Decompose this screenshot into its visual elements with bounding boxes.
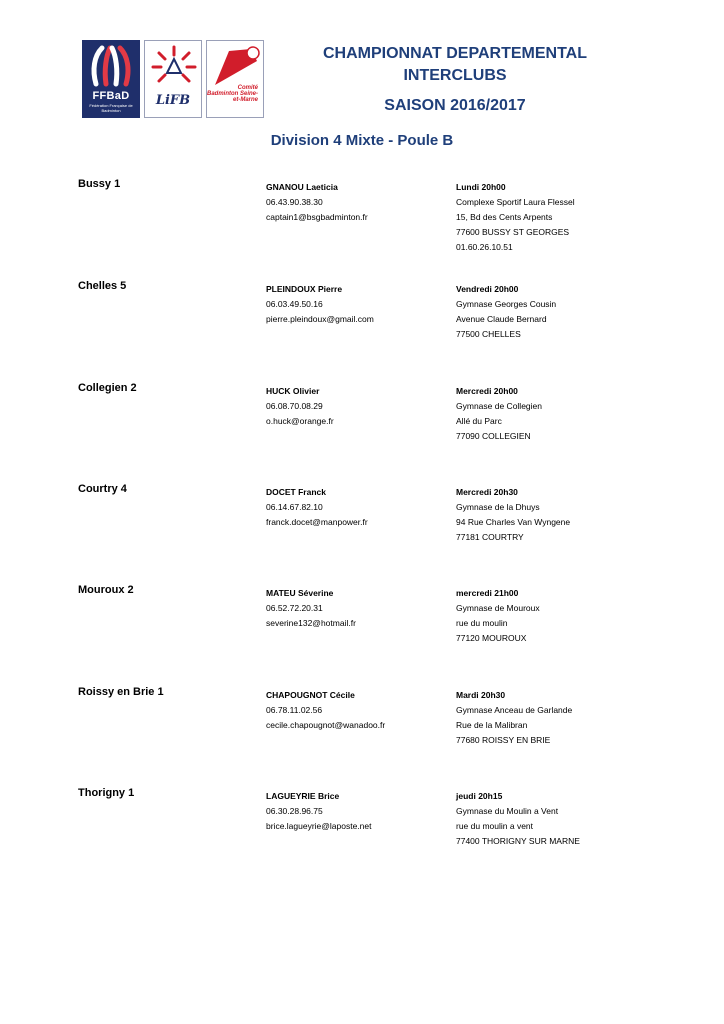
captain-phone: 06.03.49.50.16 xyxy=(266,299,323,309)
club-entry xyxy=(0,686,724,776)
comite-logo xyxy=(206,40,264,118)
captain-name: HUCK Olivier xyxy=(266,386,320,396)
club-contact xyxy=(266,384,334,429)
shuttle-feathers-icon xyxy=(82,40,140,90)
captain-name: DOCET Franck xyxy=(266,487,326,497)
club-venue xyxy=(456,789,580,849)
club-venue xyxy=(456,688,572,748)
logo-bar xyxy=(82,40,264,118)
club-entry xyxy=(0,787,724,877)
venue-line: Gymnase Anceau de Garlande xyxy=(456,705,573,715)
captain-name: PLEINDOUX Pierre xyxy=(266,284,343,294)
venue-line: Gymnase de Collegien xyxy=(456,401,542,411)
ffbad-logo-subtitle: Fédération Française de Badminton xyxy=(89,103,133,113)
venue-line: Rue de la Malibran xyxy=(456,720,528,730)
venue-line: Allé du Parc xyxy=(456,416,502,426)
captain-name: GNANOU Laeticia xyxy=(266,182,338,192)
match-schedule: Lundi 20h00 xyxy=(456,182,506,192)
club-name: Courtry 4 xyxy=(78,483,127,495)
match-schedule: jeudi 20h15 xyxy=(456,791,503,801)
club-name: Collegien 2 xyxy=(78,382,137,394)
star-shuttle-icon xyxy=(145,41,203,91)
club-entry xyxy=(0,178,724,268)
season-title: SAISON 2016/2017 xyxy=(384,97,526,114)
venue-line: 77181 COURTRY xyxy=(456,532,524,542)
captain-phone: 06.14.67.82.10 xyxy=(266,502,323,512)
venue-line: 77600 BUSSY ST GEORGES xyxy=(456,227,570,237)
venue-line: 77090 COLLEGIEN xyxy=(456,431,531,441)
ffbad-logo-name: FFBaD xyxy=(92,90,130,102)
club-entry xyxy=(0,280,724,370)
venue-line: 77500 CHELLES xyxy=(456,329,521,339)
captain-email: o.huck@orange.fr xyxy=(266,416,334,426)
comite-logo-name: Comité Badminton Seine-et-Marne xyxy=(207,85,259,103)
captain-email: pierre.pleindoux@gmail.com xyxy=(266,314,374,324)
match-schedule: mercredi 21h00 xyxy=(456,588,519,598)
venue-line: Gymnase de Mouroux xyxy=(456,603,540,613)
club-entry xyxy=(0,382,724,472)
shuttlecock-icon xyxy=(207,41,265,91)
captain-phone: 06.52.72.20.31 xyxy=(266,603,323,613)
club-entry xyxy=(0,584,724,674)
club-name: Mouroux 2 xyxy=(78,584,134,596)
page-subtitle: INTERCLUBS xyxy=(403,67,507,84)
captain-phone: 06.78.11.02.56 xyxy=(266,705,323,715)
lifb-logo-name: LiFB xyxy=(155,93,191,108)
club-venue xyxy=(456,282,556,342)
lifb-logo xyxy=(144,40,202,118)
captain-email: brice.lagueyrie@laposte.net xyxy=(266,821,372,831)
captain-email: captain1@bsgbadminton.fr xyxy=(266,212,368,222)
captain-email: cecile.chapougnot@wanadoo.fr xyxy=(266,720,386,730)
ffbad-logo xyxy=(82,40,140,118)
venue-line: Gymnase du Moulin a Vent xyxy=(456,806,559,816)
club-contact xyxy=(266,485,368,530)
club-contact xyxy=(266,586,356,631)
club-contact xyxy=(266,688,385,733)
captain-name: LAGUEYRIE Brice xyxy=(266,791,340,801)
venue-line: Avenue Claude Bernard xyxy=(456,314,547,324)
club-venue xyxy=(456,180,575,255)
venue-line: 15, Bd des Cents Arpents xyxy=(456,212,553,222)
club-name: Roissy en Brie 1 xyxy=(78,686,164,698)
captain-phone: 06.43.90.38.30 xyxy=(266,197,323,207)
venue-line: Gymnase Georges Cousin xyxy=(456,299,557,309)
venue-line: 77680 ROISSY EN BRIE xyxy=(456,735,551,745)
club-venue xyxy=(456,485,570,545)
match-schedule: Mercredi 20h00 xyxy=(456,386,518,396)
venue-line: 77400 THORIGNY SUR MARNE xyxy=(456,836,580,846)
venue-line: 77120 MOUROUX xyxy=(456,633,527,643)
club-contact xyxy=(266,180,368,225)
club-contact xyxy=(266,789,372,834)
venue-line: rue du moulin xyxy=(456,618,508,628)
club-entry xyxy=(0,483,724,573)
venue-line: 94 Rue Charles Van Wyngene xyxy=(456,517,571,527)
captain-email: franck.docet@manpower.fr xyxy=(266,517,368,527)
captain-phone: 06.08.70.08.29 xyxy=(266,401,323,411)
captain-name: CHAPOUGNOT Cécile xyxy=(266,690,355,700)
captain-email: severine132@hotmail.fr xyxy=(266,618,356,628)
venue-line: 01.60.26.10.51 xyxy=(456,242,513,252)
club-venue xyxy=(456,586,540,646)
club-name: Bussy 1 xyxy=(78,178,121,190)
venue-line: Gymnase de la Dhuys xyxy=(456,502,540,512)
club-venue xyxy=(456,384,542,444)
venue-line: rue du moulin a vent xyxy=(456,821,534,831)
captain-phone: 06.30.28.96.75 xyxy=(266,806,323,816)
venue-line: Complexe Sportif Laura Flessel xyxy=(456,197,575,207)
club-contact xyxy=(266,282,374,327)
match-schedule: Vendredi 20h00 xyxy=(456,284,519,294)
page-title: CHAMPIONNAT DEPARTEMENTAL xyxy=(323,45,587,62)
club-name: Thorigny 1 xyxy=(78,787,135,799)
captain-name: MATEU Séverine xyxy=(266,588,334,598)
division-title: Division 4 Mixte - Poule B xyxy=(270,132,454,149)
match-schedule: Mercredi 20h30 xyxy=(456,487,518,497)
club-name: Chelles 5 xyxy=(78,280,127,292)
match-schedule: Mardi 20h30 xyxy=(456,690,506,700)
